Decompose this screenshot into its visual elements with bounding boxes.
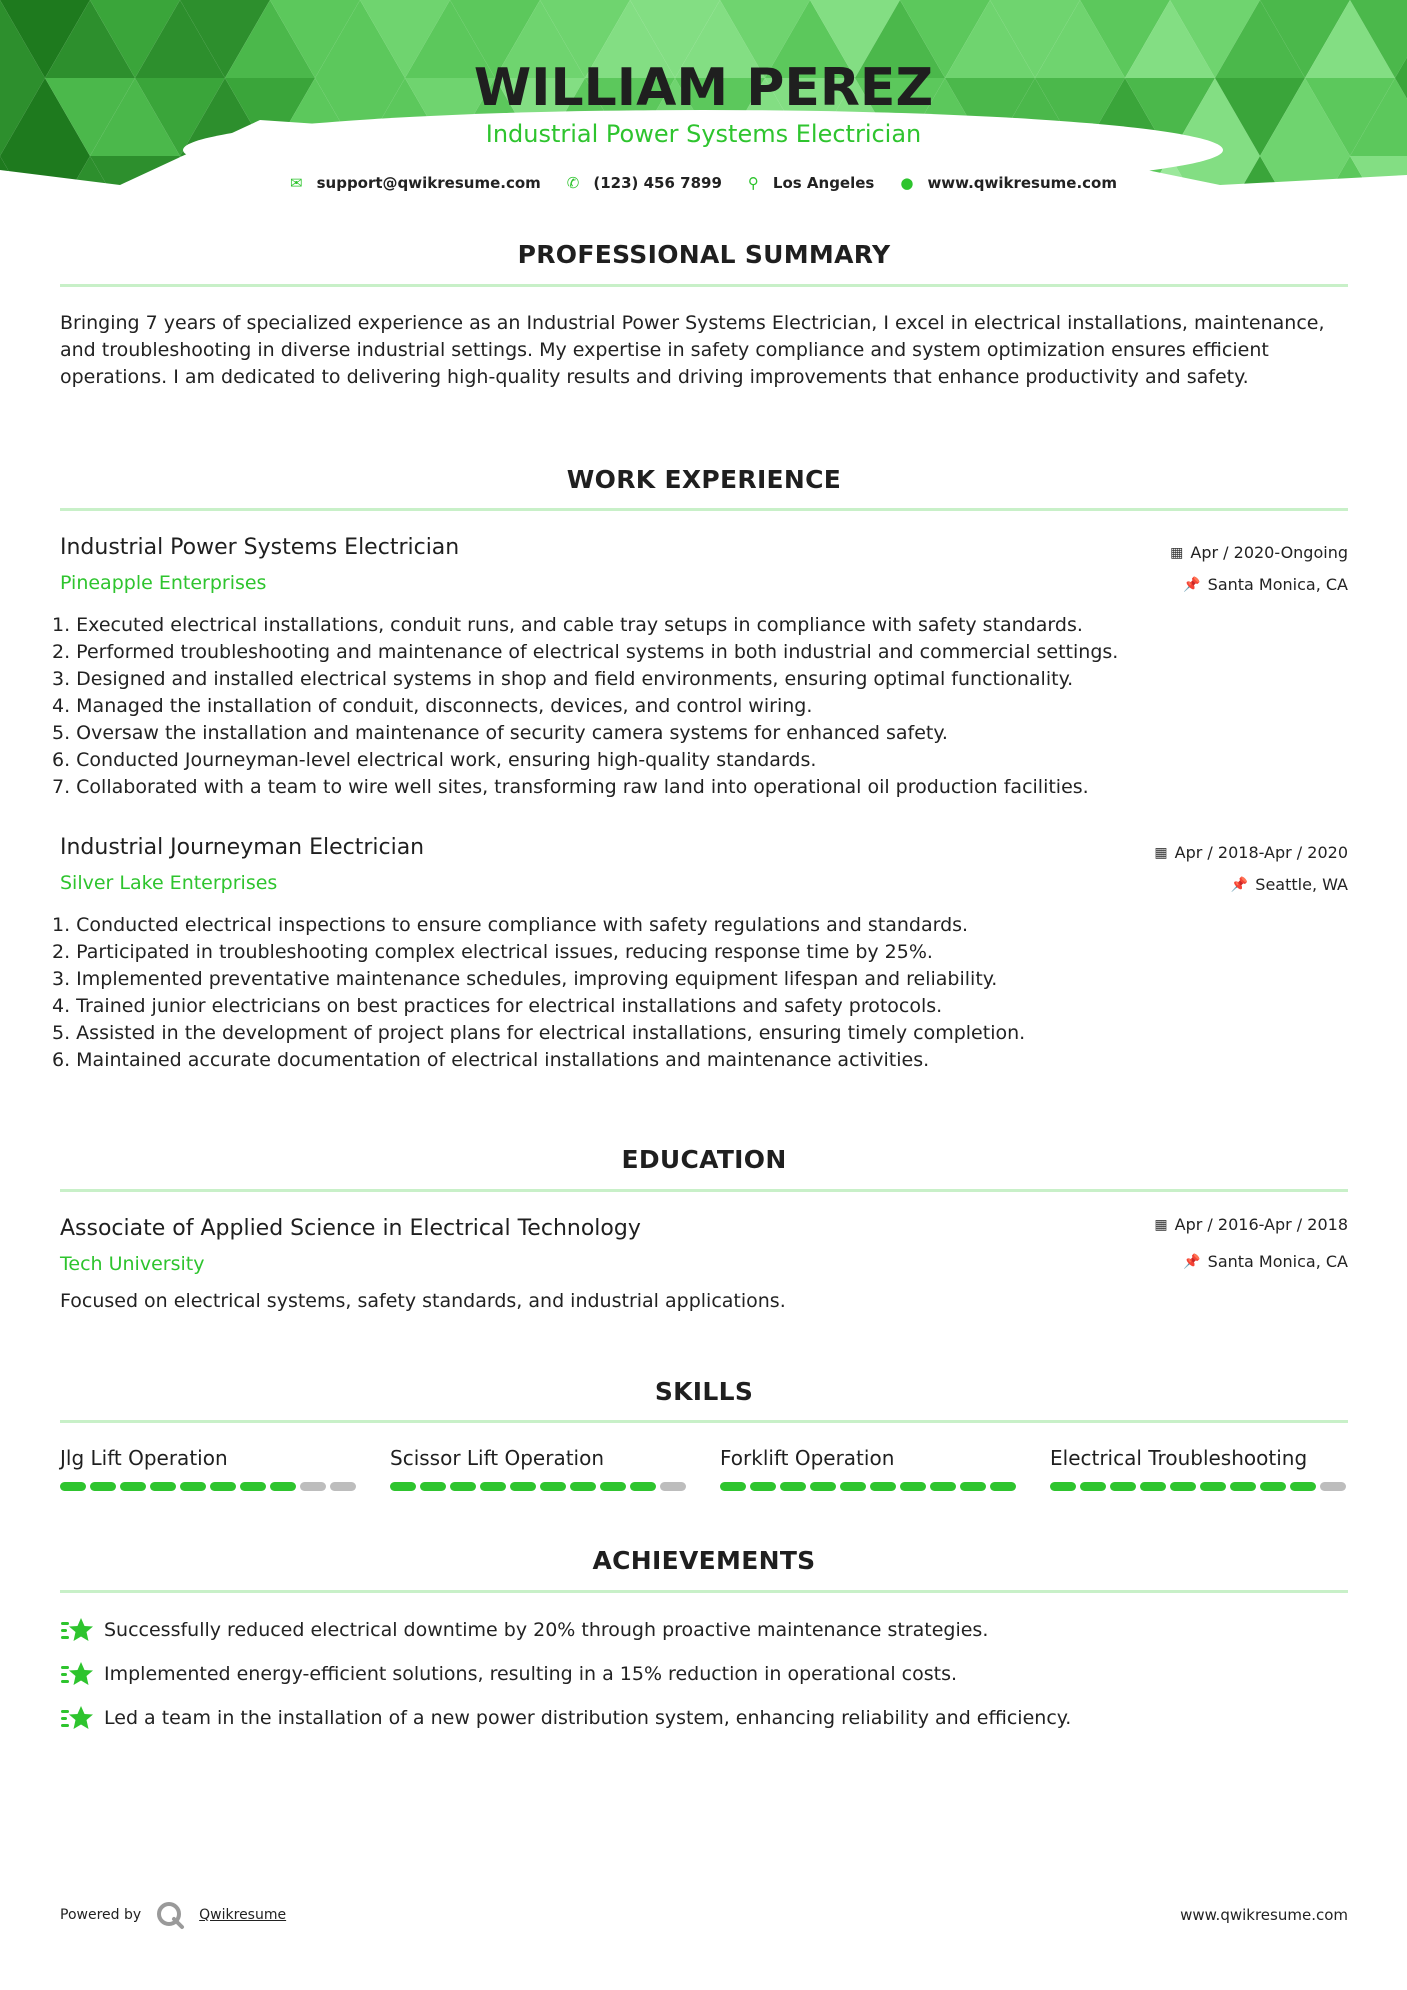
- job-date: [1170, 543, 1348, 562]
- list-item: 6. Maintained accurate documentation of electrical installations and maintenance activities.: [52, 1049, 930, 1071]
- job-title: Industrial Power Systems Electrician: [60, 535, 460, 560]
- skills-divider: [60, 1420, 1348, 1423]
- powered-by-label: Powered by: [60, 1907, 142, 1923]
- achievements-divider: [60, 1590, 1348, 1593]
- list-item: 3. Implemented preventative maintenance schedules, improving equipment lifespan and reliability.: [52, 968, 998, 990]
- summary-text: Bringing 7 years of specialized experience as an Industrial Power Systems Electrician, I excel in electrical installations, maintenance, and troubleshooting in diverse industrial settings. My expertise in safety compliance and system optimization ensures efficient operations. I am dedicated to delivering high-quality results and driving improvements that enhance productivity and safety.: [60, 312, 1325, 388]
- degree-title: Associate of Applied Science in Electrical Technology: [60, 1216, 641, 1241]
- calendar-icon: ▦: [1154, 1216, 1168, 1233]
- achievement-text: Successfully reduced electrical downtime by 20% through proactive maintenance strategies.: [104, 1619, 989, 1641]
- skill-segment: [60, 1482, 86, 1491]
- skill-name: Jlg Lift Operation: [60, 1446, 228, 1470]
- skill-segment: [1200, 1482, 1226, 1491]
- skills-grid: [60, 1446, 1350, 1491]
- skill-segment: [870, 1482, 896, 1491]
- list-item: 7. Collaborated with a team to wire well sites, transforming raw land into operational oil production facilities.: [52, 776, 1089, 798]
- skill-segment: [300, 1482, 326, 1491]
- skill-segment: [1140, 1482, 1166, 1491]
- skill-segment: [90, 1482, 116, 1491]
- skill-segment: [180, 1482, 206, 1491]
- skills-heading: SKILLS: [654, 1377, 754, 1406]
- job-location-text: Santa Monica, CA: [1207, 575, 1348, 594]
- list-item: 1. Executed electrical installations, conduit runs, and cable tray setups in compliance with safety standards.: [52, 614, 1083, 636]
- job-location: [1231, 875, 1348, 894]
- calendar-icon: ▦: [1170, 544, 1184, 561]
- job-duties-list: [52, 612, 1342, 801]
- list-item: 1. Conducted electrical inspections to ensure compliance with safety regulations and standards.: [52, 914, 969, 936]
- skill-segment: [900, 1482, 926, 1491]
- contact-phone[interactable]: [567, 174, 722, 192]
- job-duties-list: [52, 912, 1342, 1074]
- globe-icon: ●: [900, 174, 914, 192]
- skill-segment: [420, 1482, 446, 1491]
- pushpin-icon: 📌: [1183, 1253, 1201, 1270]
- calendar-icon: ▦: [1154, 844, 1168, 861]
- skill-segment: [480, 1482, 506, 1491]
- skill-segment: [780, 1482, 806, 1491]
- list-item: 4. Trained junior electricians on best practices for electrical installations and safety protocols.: [52, 995, 943, 1017]
- job-date-text: Apr / 2018-Apr / 2020: [1174, 843, 1348, 862]
- education-description: Focused on electrical systems, safety standards, and industrial applications.: [60, 1290, 786, 1312]
- envelope-icon: ✉: [290, 174, 303, 192]
- pushpin-icon: 📌: [1183, 576, 1201, 593]
- skill-segment: [240, 1482, 266, 1491]
- education-location-text: Santa Monica, CA: [1207, 1252, 1348, 1271]
- skill-item: [720, 1446, 1020, 1491]
- skill-segment: [750, 1482, 776, 1491]
- skill-segment: [1290, 1482, 1316, 1491]
- list-item: 4. Managed the installation of conduit, disconnects, devices, and control wiring.: [52, 695, 813, 717]
- phone-icon: ✆: [566, 174, 580, 192]
- skill-segment: [120, 1482, 146, 1491]
- skill-name: Scissor Lift Operation: [390, 1446, 605, 1470]
- skill-segment: [570, 1482, 596, 1491]
- pushpin-icon: 📌: [1230, 876, 1249, 893]
- education-location: [1183, 1252, 1348, 1271]
- achievement-item: [60, 1616, 988, 1644]
- job-location: [1183, 575, 1348, 594]
- achievement-text: Led a team in the installation of a new power distribution system, enhancing reliability and efficiency.: [104, 1707, 1072, 1729]
- summary-heading: PROFESSIONAL SUMMARY: [517, 240, 891, 269]
- job-title: Industrial Journeyman Electrician: [60, 835, 425, 860]
- list-item: 6. Conducted Journeyman-level electrical work, ensuring high-quality standards.: [52, 749, 817, 771]
- skill-name: Electrical Troubleshooting: [1050, 1446, 1308, 1470]
- job-company: Pineapple Enterprises: [60, 572, 267, 594]
- education-divider: [60, 1189, 1348, 1192]
- job-company: Silver Lake Enterprises: [60, 872, 278, 894]
- education-date: [1154, 1215, 1348, 1234]
- skill-segment: [1110, 1482, 1136, 1491]
- contact-phone-text: (123) 456 7899: [593, 174, 722, 192]
- contact-location: [748, 174, 874, 192]
- job-date: [1154, 843, 1348, 862]
- footer-powered-by: [60, 1900, 286, 1930]
- skill-segment: [1230, 1482, 1256, 1491]
- star-badge-icon: [60, 1660, 94, 1688]
- candidate-name: WILLIAM PEREZ: [473, 58, 934, 118]
- skill-segment: [390, 1482, 416, 1491]
- skill-segment: [1050, 1482, 1076, 1491]
- skill-segment: [660, 1482, 686, 1491]
- education-heading: EDUCATION: [621, 1145, 787, 1174]
- achievements-heading: ACHIEVEMENTS: [592, 1546, 816, 1575]
- skill-segment: [1320, 1482, 1346, 1491]
- contact-location-text: Los Angeles: [772, 174, 875, 192]
- contact-bar: [0, 174, 1407, 192]
- candidate-role: Industrial Power Systems Electrician: [485, 120, 922, 148]
- header-banner: [0, 0, 1407, 200]
- job-date-text: Apr / 2020-Ongoing: [1190, 543, 1348, 562]
- skill-segment: [930, 1482, 956, 1491]
- star-badge-icon: [60, 1616, 94, 1644]
- skill-item: [60, 1446, 360, 1491]
- footer-website[interactable]: www.qwikresume.com: [1180, 1906, 1348, 1924]
- list-item: 2. Performed troubleshooting and maintenance of electrical systems in both industrial and commercial settings.: [52, 641, 1119, 663]
- list-item: 3. Designed and installed electrical systems in shop and field environments, ensuring optimal functionality.: [52, 668, 1074, 690]
- school-name: Tech University: [60, 1253, 205, 1275]
- contact-email-text: support@qwikresume.com: [316, 174, 541, 192]
- skill-segment: [810, 1482, 836, 1491]
- location-pin-icon: ⚲: [747, 174, 759, 192]
- qwikresume-link[interactable]: Qwikresume: [199, 1907, 287, 1923]
- skill-segment: [990, 1482, 1016, 1491]
- skill-segment: [1170, 1482, 1196, 1491]
- contact-website-text: www.qwikresume.com: [927, 174, 1117, 192]
- experience-heading: WORK EXPERIENCE: [566, 465, 842, 494]
- skill-segment: [600, 1482, 626, 1491]
- contact-email[interactable]: [290, 174, 541, 192]
- skill-segment: [840, 1482, 866, 1491]
- experience-divider: [60, 508, 1348, 511]
- skill-level-bar: [1050, 1482, 1350, 1491]
- skill-level-bar: [720, 1482, 1020, 1491]
- skill-item: [390, 1446, 690, 1491]
- achievement-item: [60, 1660, 957, 1688]
- skill-segment: [720, 1482, 746, 1491]
- qwikresume-logo-icon: [155, 1900, 185, 1930]
- skill-segment: [1080, 1482, 1106, 1491]
- achievement-item: [60, 1704, 1071, 1732]
- skill-level-bar: [390, 1482, 690, 1491]
- list-item: 5. Assisted in the development of project plans for electrical installations, ensuring timely completion.: [52, 1022, 1026, 1044]
- skill-segment: [510, 1482, 536, 1491]
- list-item: 2. Participated in troubleshooting complex electrical issues, reducing response time by 25%.: [52, 941, 933, 963]
- star-badge-icon: [60, 1704, 94, 1732]
- skill-segment: [960, 1482, 986, 1491]
- skill-segment: [630, 1482, 656, 1491]
- skill-name: Forklift Operation: [720, 1446, 895, 1470]
- skill-segment: [540, 1482, 566, 1491]
- summary-divider: [60, 284, 1348, 287]
- skill-segment: [270, 1482, 296, 1491]
- contact-website[interactable]: [900, 174, 1117, 192]
- skill-segment: [150, 1482, 176, 1491]
- list-item: 5. Oversaw the installation and maintenance of security camera systems for enhanced safety.: [52, 722, 948, 744]
- skill-segment: [1260, 1482, 1286, 1491]
- education-date-text: Apr / 2016-Apr / 2018: [1174, 1215, 1348, 1234]
- skill-level-bar: [60, 1482, 360, 1491]
- skill-segment: [450, 1482, 476, 1491]
- skill-segment: [330, 1482, 356, 1491]
- skill-item: [1050, 1446, 1350, 1491]
- job-location-text: Seattle, WA: [1255, 875, 1348, 894]
- skill-segment: [210, 1482, 236, 1491]
- achievement-text: Implemented energy-efficient solutions, resulting in a 15% reduction in operational costs.: [104, 1663, 958, 1685]
